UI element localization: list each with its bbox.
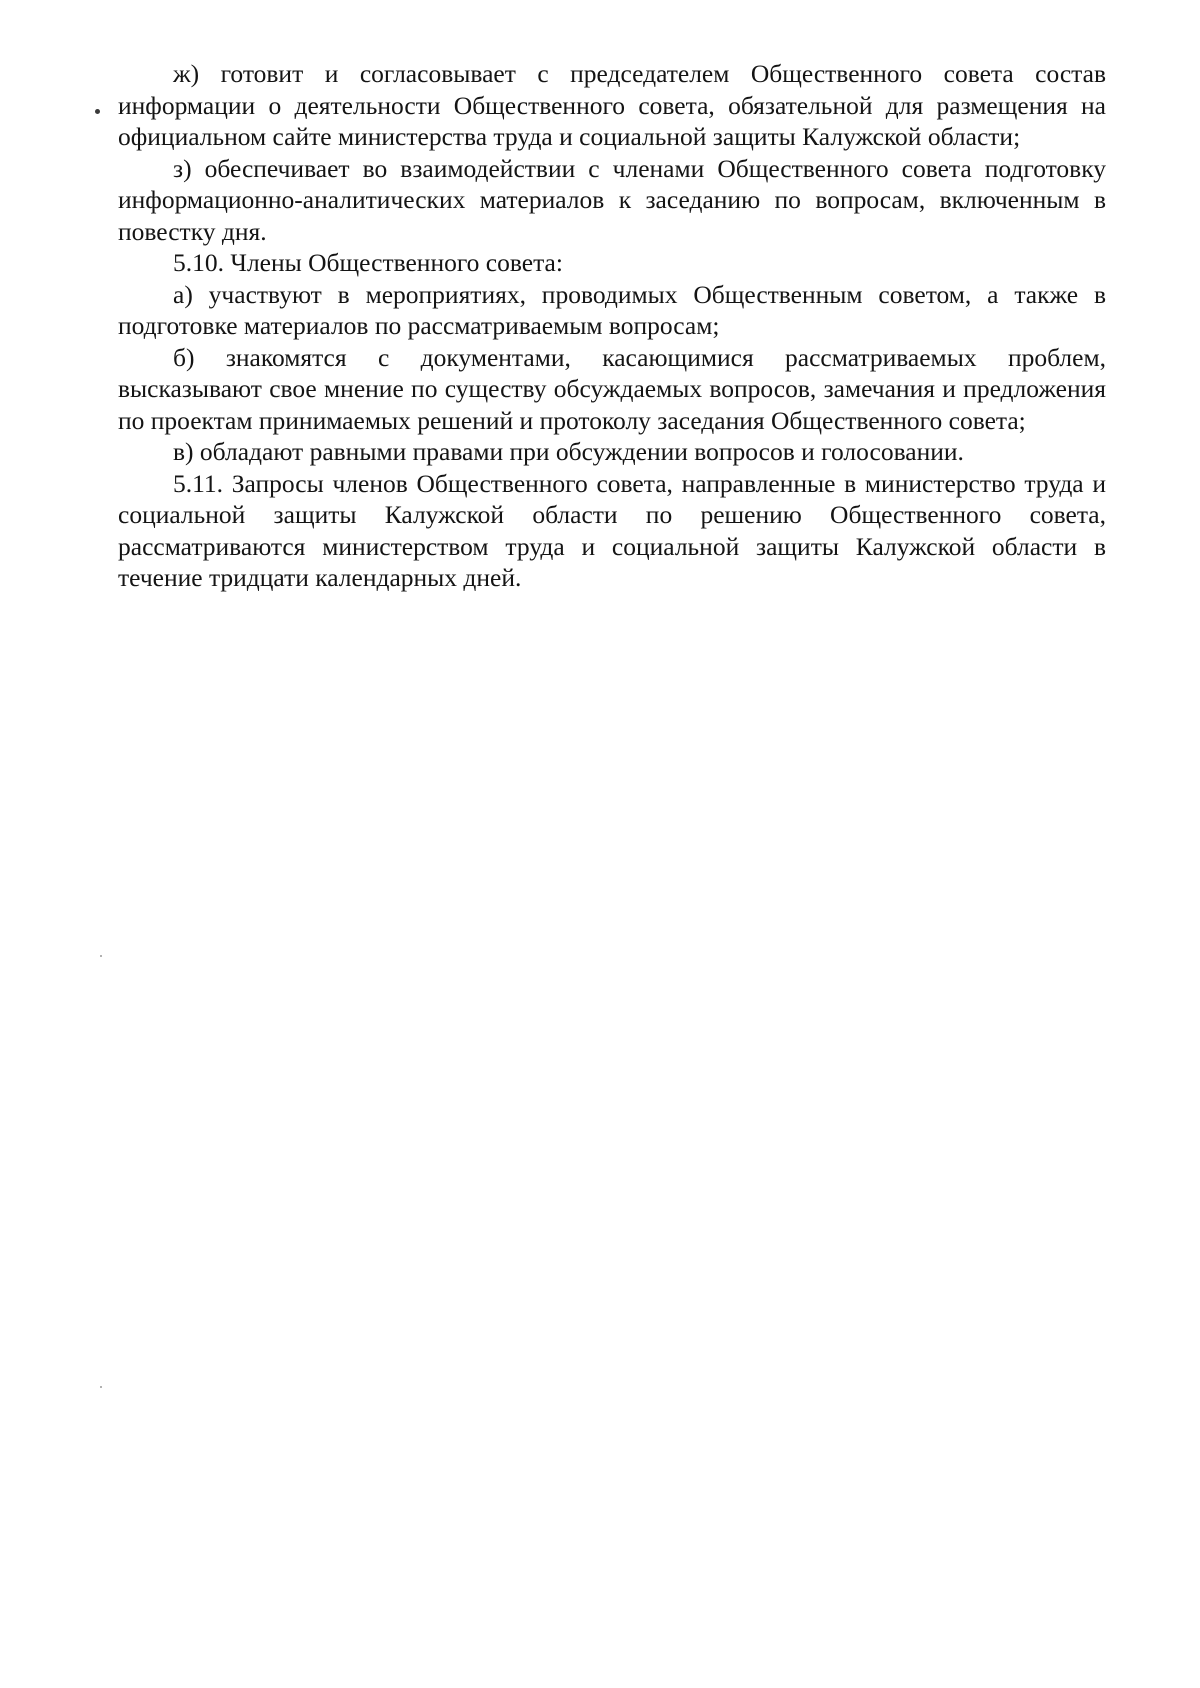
paragraph-item-v: в) обладают равными правами при обсуждении вопросов и голосовании. xyxy=(173,437,964,466)
scan-speck xyxy=(100,1386,102,1388)
paragraph-item-z: з) обеспечивает во взаимодействии с членами Общественного совета подготовку информационно-аналитических материалов к заседанию по вопросам, включенным в повестку дня. xyxy=(118,153,1106,246)
section-heading-5-10: 5.10. Члены Общественного совета: xyxy=(173,248,563,277)
paragraph-item-a: а) участвуют в мероприятиях, проводимых Общественным советом, а также в подготовке материалов по рассматриваемым вопросам; xyxy=(118,279,1106,340)
paragraph-item-b: б) знакомятся с документами, касающимися рассматриваемых проблем, высказывают свое мнение по существу обсуждаемых вопросов, замечания и предложения по проектам принимаемых решений и протоколу заседания Общественного совета; xyxy=(118,342,1106,435)
scan-speck xyxy=(95,109,100,114)
scan-speck xyxy=(100,955,102,957)
paragraph-5-11: 5.11. Запросы членов Общественного совета, направленные в министерство труда и социальной защиты Калужской области по решению Общественного совета, рассматриваются министерством труда и социальной защиты Калужской области в течение тридцати календарных дней. xyxy=(118,468,1106,592)
paragraph-item-zh: ж) готовит и согласовывает с председателем Общественного совета состав информации о деятельности Общественного совета, обязательной для размещения на официальном сайте министерства труда и социальной защиты Калужской области; xyxy=(118,59,1106,151)
document-body xyxy=(118,58,1106,594)
